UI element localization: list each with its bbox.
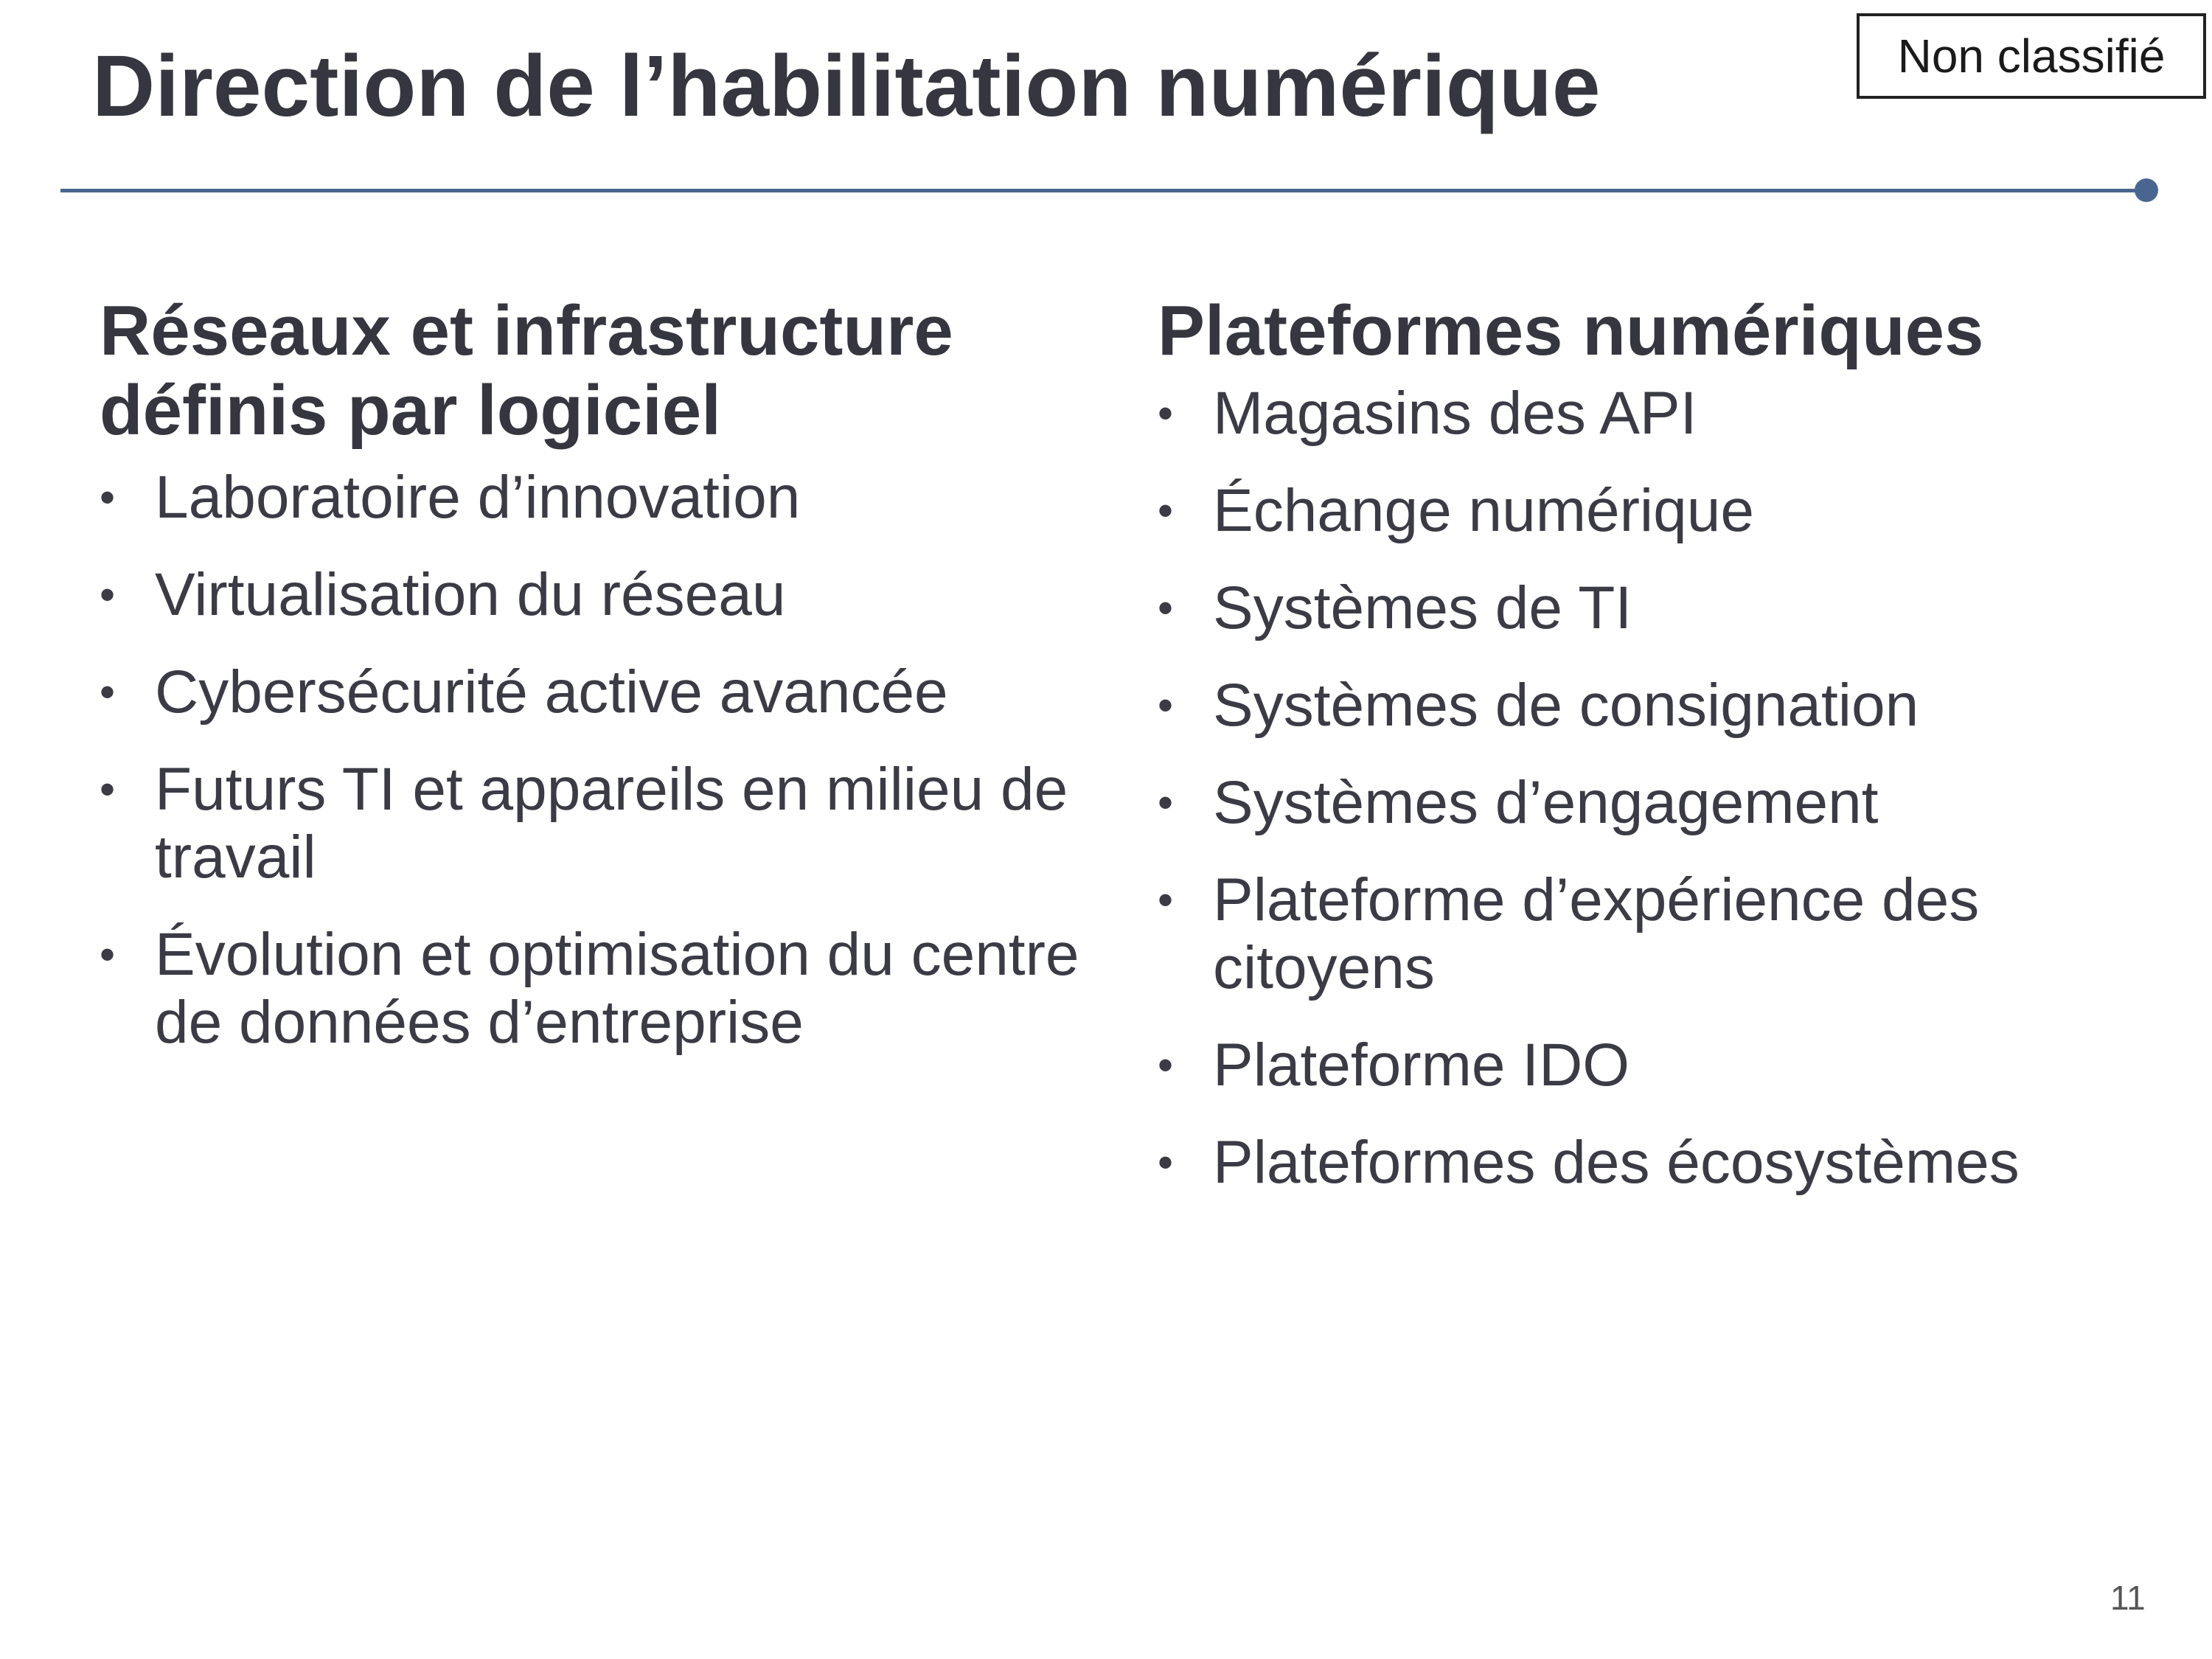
bullet-icon: •	[100, 473, 116, 522]
bullet-icon: •	[1158, 583, 1174, 633]
list-item-text: Plateformes des écosystèmes	[1213, 1129, 2020, 1196]
list-item	[1158, 769, 2190, 837]
list-item	[100, 658, 1117, 726]
list-item	[100, 921, 1117, 1057]
list-item	[1158, 866, 2190, 1002]
list-item-text: Cybersécurité active avancée	[155, 658, 948, 726]
list-item-text: Magasins des API	[1213, 380, 1697, 447]
list-item	[100, 561, 1117, 629]
list-item	[100, 464, 1117, 532]
list-item-text: Systèmes de consignation	[1213, 672, 1919, 739]
list-item-text: Systèmes de TI	[1213, 574, 1632, 641]
bullet-icon: •	[1158, 486, 1174, 535]
list-item-text: Laboratoire d’innovation	[155, 464, 801, 531]
left-bullet-list	[100, 464, 1117, 1057]
list-item-text: Plateforme d’expérience des citoyens	[1213, 866, 1980, 1001]
list-item	[1158, 380, 2190, 448]
right-column-heading: Plateformes numériques	[1158, 291, 1984, 370]
bullet-icon: •	[1158, 778, 1174, 827]
list-item	[100, 756, 1117, 891]
list-item	[1158, 672, 2190, 740]
bullet-icon: •	[1158, 681, 1174, 730]
list-item	[1158, 1129, 2190, 1197]
list-item	[1158, 477, 2190, 545]
left-column	[100, 291, 1117, 1086]
classification-label: Non classifié	[1857, 13, 2206, 99]
left-column-heading: Réseaux et infrastructure définis par logiciel	[100, 291, 953, 450]
list-item-text: Futurs TI et appareils en milieu de travail	[155, 756, 1068, 891]
list-item-text: Virtualisation du réseau	[155, 561, 786, 628]
slide-title: Direction de l’habilitation numérique	[92, 38, 1601, 135]
list-item	[1158, 1032, 2190, 1099]
bullet-icon: •	[100, 667, 116, 717]
list-item	[1158, 574, 2190, 642]
list-item-text: Plateforme IDO	[1213, 1032, 1630, 1099]
list-item-text: Systèmes d’engagement	[1213, 769, 1879, 836]
bullet-icon: •	[1158, 1138, 1174, 1187]
bullet-icon: •	[100, 570, 116, 619]
title-divider	[60, 189, 2147, 192]
list-item-text: Échange numérique	[1213, 477, 1754, 544]
divider-end-dot	[2135, 178, 2158, 202]
right-bullet-list	[1158, 380, 2190, 1197]
bullet-icon: •	[1158, 875, 1174, 925]
right-column	[1158, 291, 2190, 1226]
bullet-icon: •	[100, 765, 116, 814]
bullet-icon: •	[100, 930, 116, 979]
list-item-text: Évolution et optimisation du centre de données d’entreprise	[155, 921, 1079, 1056]
bullet-icon: •	[1158, 389, 1174, 438]
bullet-icon: •	[1158, 1040, 1174, 1090]
page-number: 11	[2110, 1579, 2146, 1617]
